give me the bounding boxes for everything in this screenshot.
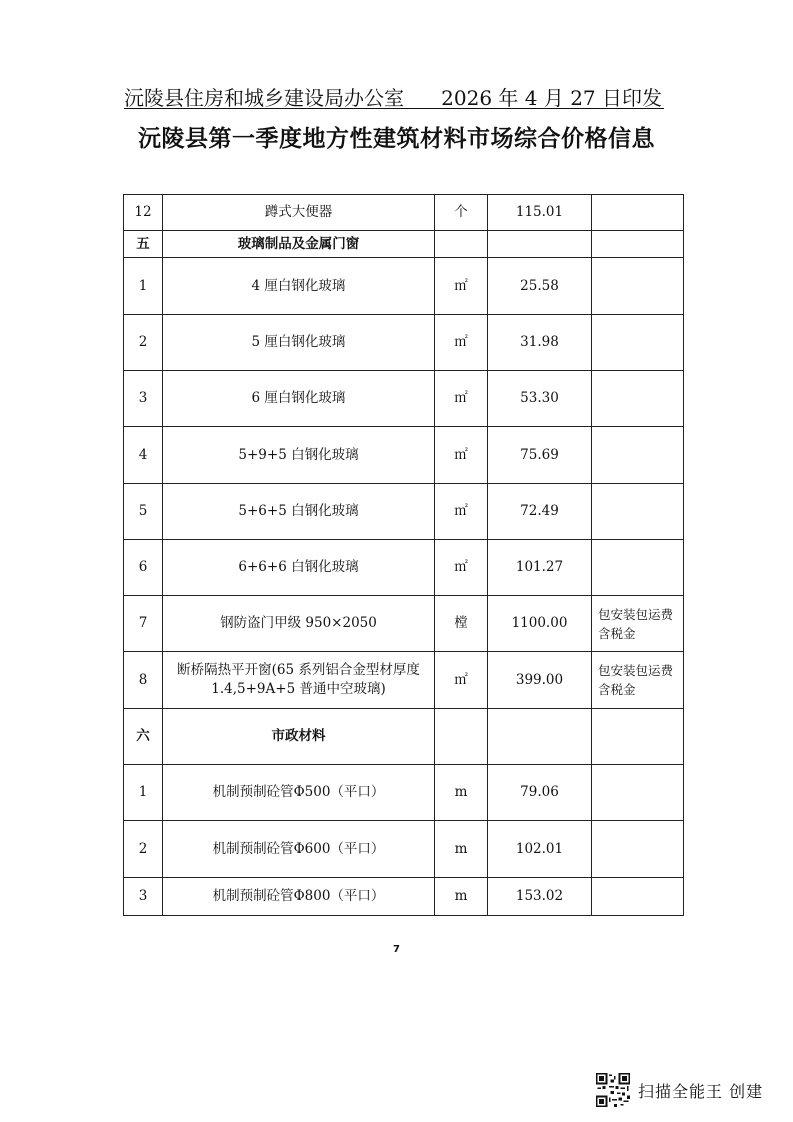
item-unit: ㎡ — [435, 484, 488, 540]
item-price — [488, 231, 592, 258]
section-row — [124, 231, 684, 258]
item-name: 断桥隔热平开窗(65 系列铝合金型材厚度 1.4,5+9A+5 普通中空玻璃) — [163, 652, 435, 709]
section-name: 玻璃制品及金属门窗 — [163, 231, 435, 258]
item-name: 机制预制砼管Φ800（平口） — [163, 878, 435, 916]
item-name: 机制预制砼管Φ500（平口） — [163, 765, 435, 821]
item-price: 101.27 — [488, 540, 592, 596]
item-unit: m — [435, 821, 488, 878]
item-unit — [435, 709, 488, 765]
item-number: 2 — [124, 821, 163, 878]
table-row — [124, 258, 684, 315]
item-note — [592, 258, 684, 315]
item-unit: m — [435, 765, 488, 821]
item-price: 153.02 — [488, 878, 592, 916]
table-row — [124, 765, 684, 821]
item-number: 12 — [124, 195, 163, 231]
table-row — [124, 652, 684, 709]
item-number: 3 — [124, 371, 163, 427]
table-row — [124, 821, 684, 878]
item-unit: 个 — [435, 195, 488, 231]
item-note — [592, 878, 684, 916]
item-number: 1 — [124, 258, 163, 315]
table-row — [124, 315, 684, 371]
item-number: 3 — [124, 878, 163, 916]
item-note — [592, 195, 684, 231]
item-price: 25.58 — [488, 258, 592, 315]
section-number: 五 — [124, 231, 163, 258]
table-row — [124, 596, 684, 652]
item-price — [488, 709, 592, 765]
table-row — [124, 484, 684, 540]
issuing-office: 沅陵县住房和城乡建设局办公室 — [124, 86, 404, 110]
item-number: 5 — [124, 484, 163, 540]
item-number: 4 — [124, 427, 163, 484]
document-title: 沅陵县第一季度地方性建筑材料市场综合价格信息 — [138, 126, 655, 152]
qr-code-icon — [596, 1073, 630, 1107]
item-price: 75.69 — [488, 427, 592, 484]
section-row — [124, 709, 684, 765]
item-unit: ㎡ — [435, 540, 488, 596]
item-number: 7 — [124, 596, 163, 652]
item-name: 5 厘白钢化玻璃 — [163, 315, 435, 371]
table-row — [124, 427, 684, 484]
item-unit: ㎡ — [435, 371, 488, 427]
item-unit: 樘 — [435, 596, 488, 652]
item-name: 钢防盗门甲级 950×2050 — [163, 596, 435, 652]
item-price: 1100.00 — [488, 596, 592, 652]
item-note — [592, 427, 684, 484]
watermark-text: 扫描全能王 创建 — [638, 1081, 764, 1101]
item-number: 8 — [124, 652, 163, 709]
table-row — [124, 371, 684, 427]
item-number: 6 — [124, 540, 163, 596]
item-price: 399.00 — [488, 652, 592, 709]
item-price: 102.01 — [488, 821, 592, 878]
item-note — [592, 709, 684, 765]
item-name: 6 厘白钢化玻璃 — [163, 371, 435, 427]
table-row — [124, 540, 684, 596]
item-unit — [435, 231, 488, 258]
section-name: 市政材料 — [163, 709, 435, 765]
item-name: 机制预制砼管Φ600（平口） — [163, 821, 435, 878]
item-price: 72.49 — [488, 484, 592, 540]
price-table — [123, 194, 684, 916]
item-unit: ㎡ — [435, 652, 488, 709]
item-note: 包安装包运费含税金 — [592, 652, 684, 709]
item-note — [592, 484, 684, 540]
item-unit: ㎡ — [435, 258, 488, 315]
item-number: 2 — [124, 315, 163, 371]
item-name: 5+9+5 白钢化玻璃 — [163, 427, 435, 484]
item-name: 5+6+5 白钢化玻璃 — [163, 484, 435, 540]
item-unit: ㎡ — [435, 427, 488, 484]
item-price: 31.98 — [488, 315, 592, 371]
section-number: 六 — [124, 709, 163, 765]
item-name: 蹲式大便器 — [163, 195, 435, 231]
item-unit: ㎡ — [435, 315, 488, 371]
table-row — [124, 195, 684, 231]
issue-date: 2026 年 4 月 27 日印发 — [441, 86, 662, 110]
item-price: 115.01 — [488, 195, 592, 231]
item-note — [592, 765, 684, 821]
item-name: 6+6+6 白钢化玻璃 — [163, 540, 435, 596]
item-note — [592, 231, 684, 258]
item-note — [592, 821, 684, 878]
item-note — [592, 371, 684, 427]
item-note — [592, 315, 684, 371]
item-note: 包安装包运费含税金 — [592, 596, 684, 652]
item-price: 53.30 — [488, 371, 592, 427]
item-note — [592, 540, 684, 596]
document-header — [124, 80, 664, 109]
item-number: 1 — [124, 765, 163, 821]
scanner-watermark — [596, 1072, 763, 1108]
page-number: 7 — [393, 944, 400, 955]
item-name: 4 厘白钢化玻璃 — [163, 258, 435, 315]
item-price: 79.06 — [488, 765, 592, 821]
table-row — [124, 878, 684, 916]
item-unit: m — [435, 878, 488, 916]
